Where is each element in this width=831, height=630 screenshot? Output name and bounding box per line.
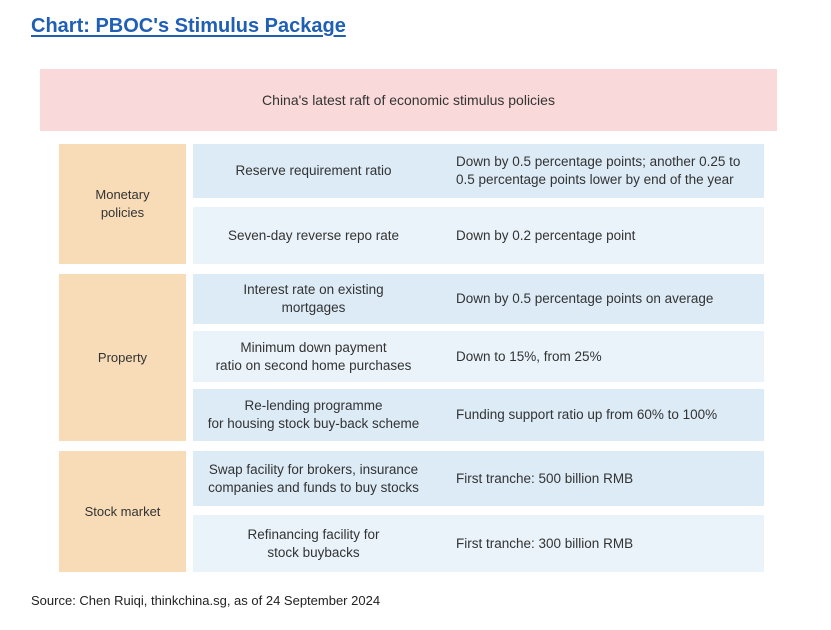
detail-cell <box>434 348 764 366</box>
group-label-line: Monetary <box>95 187 150 202</box>
group-label-line: policies <box>100 205 145 220</box>
policy-line: Reserve requirement ratio <box>235 163 392 178</box>
policy-line: mortgages <box>281 300 346 315</box>
detail-cell <box>434 406 764 424</box>
detail-cell <box>434 535 764 553</box>
detail-line: Down to 15%, from 25% <box>456 348 602 364</box>
table-row <box>193 144 764 198</box>
detail-line: Funding support ratio up from 60% to 100% <box>456 407 718 422</box>
source-note: Source: Chen Ruiqi, thinkchina.sg, as of 24 September 2024 <box>31 593 381 608</box>
detail-line: First tranche: 500 billion RMB <box>456 470 634 486</box>
policy-line: Minimum down payment <box>240 339 387 355</box>
page-title: Chart: PBOC's Stimulus Package <box>31 15 346 37</box>
policy-cell <box>193 162 434 180</box>
detail-line: Down by 0.5 percentage points on average <box>456 291 714 306</box>
policy-line: Re-lending programme <box>244 398 383 413</box>
table-row <box>193 274 764 324</box>
table-row <box>193 515 764 572</box>
detail-line: First tranche: 300 billion RMB <box>456 535 634 551</box>
detail-cell <box>434 470 764 488</box>
table-row <box>193 389 764 441</box>
group-label-line: Stock market <box>84 503 161 519</box>
policy-line: ratio on second home purchases <box>215 357 412 373</box>
group-label-monetary <box>59 144 186 264</box>
policy-line: Interest rate on existing <box>243 282 384 297</box>
policy-cell <box>193 339 434 375</box>
table-row <box>193 207 764 264</box>
policy-cell <box>193 397 434 433</box>
group-label-stock-market <box>59 451 186 572</box>
policy-line: Swap facility for brokers, insurance <box>208 461 419 477</box>
policy-cell <box>193 281 434 317</box>
group-label-property <box>59 274 186 441</box>
group-label-line: Property <box>97 349 148 365</box>
policy-line: for housing stock buy-back scheme <box>207 416 420 431</box>
detail-line: Down by 0.5 percentage points; another 0.25 to <box>456 154 741 169</box>
detail-cell <box>434 153 764 189</box>
detail-line: Down by 0.2 percentage point <box>456 227 636 243</box>
policy-line: Seven-day reverse repo rate <box>227 227 400 243</box>
table-row <box>193 451 764 506</box>
policy-cell <box>193 227 434 245</box>
policy-line: Refinancing facility for <box>247 526 380 542</box>
detail-cell <box>434 290 764 308</box>
detail-line: 0.5 percentage points lower by end of the year <box>456 172 734 187</box>
policy-cell <box>193 526 434 562</box>
table-banner: China's latest raft of economic stimulus policies <box>40 69 777 131</box>
policy-cell <box>193 461 434 497</box>
policy-line: companies and funds to buy stocks <box>208 479 419 495</box>
policy-line: stock buybacks <box>267 544 360 560</box>
table-row <box>193 331 764 382</box>
detail-cell <box>434 227 764 245</box>
